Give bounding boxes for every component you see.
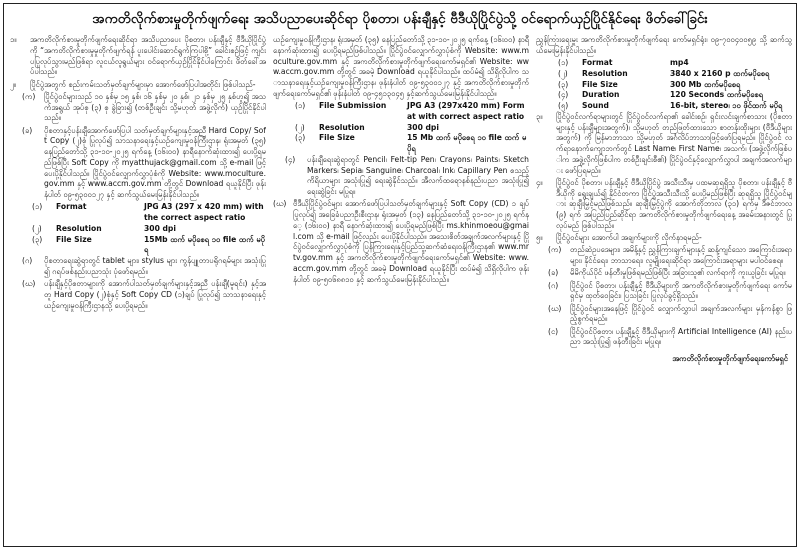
spec-row xyxy=(10,224,266,235)
paragraph xyxy=(536,178,792,232)
paragraph-number: ၃။ xyxy=(536,111,543,121)
sub-paragraph-number: (င) xyxy=(548,326,559,336)
spec-colon xyxy=(134,202,144,224)
spec-row xyxy=(273,133,529,155)
sub-paragraph-text: ပန်းချီရေးဆွဲရာတွင် Pencil၊ Felt-tip Pen၊ Crayons၊ Paints၊ Sketch Markers၊ Sepia၊ Sanguine၊ Charcoal၊ Ink၊ Capillary Pen စသည့် ကိရိယာများ အသုံးပြု၍ ရေးဆွဲနိုင်သည်။ အီလက်ထရောနစ်နည်းပညာ အသုံးပြု၍ ရေးဆွဲခြင်း မပြုရ။ xyxy=(307,154,529,196)
spec-row xyxy=(536,90,792,101)
spec-row xyxy=(10,235,266,257)
sub-paragraph-number: (က) xyxy=(548,245,562,255)
spec-colon xyxy=(134,224,144,235)
sub-paragraph-text: ပန်းချီနှင့်ပိုစတာများကို အောက်ပါသတ်မှတ်ချက်များနှင့်အညီ ပန်းချီ(မူရင်း) နှင့်အတူ Hard Copy (၂)စုံနှင့် Soft Copy CD (၁)ချပ် ပြုလုပ်၍ သာသနာရေးနှင့်ယဉ်ကျေးမှုဝန်ကြီးဌာနသို့ ပေးပို့ရမည်။ xyxy=(44,279,266,310)
paragraph-text: ညွှန်ကြားရေးမှူး အကတိလိုက်စားမှုတိုက်ဖျက်ရေး ကော်မရှင်ရုံး၊ ၀၉-၇၀၀၄၀၀၅၉ သို့ ဆက်သွယ်မေးမြန်းနိုင်ပါသည်။ xyxy=(536,35,792,55)
sub-paragraph-text: မိမိကိုယ်ပိုင် ဖန်တီးမှုဖြစ်ရမည်ဖြစ်ပြီး အခြားသူ၏ လက်ရာကို ကူးယူခြင်း မပြုရ။ xyxy=(570,268,786,278)
spec-number: (၁) xyxy=(558,58,569,67)
paragraph-text: ပြိုင်ပွဲအတွက် စည်းကမ်းသတ်မှတ်ချက်များမှာ အောက်ဖော်ပြပါအတိုင်း ဖြစ်ပါသည်- xyxy=(30,79,256,89)
spec-number: (၁) xyxy=(295,101,306,110)
sub-paragraph xyxy=(536,327,792,349)
spec-label: Format xyxy=(582,58,613,67)
paragraph-number: ၂။ xyxy=(10,79,17,89)
paragraph-continued xyxy=(536,35,792,57)
sub-paragraph-text: ပြိုင်ပွဲဝင်ပိုစတာ၊ ပန်းချီနှင့် ဗီဒီယိုများကို Artificial Intelligence (AI) နည်းပညာ အသုံးပြု၍ ဖန်တီးခြင်း မပြုရ။ xyxy=(570,326,792,347)
paragraph-text: ပြိုင်ပွဲဝင်များ အောက်ပါ အချက်များကို လိုက်နာရမည်- xyxy=(556,233,702,242)
sub-paragraph-text: ပြိုင်ပွဲဝင်များအနေဖြင့် ပြိုင်ပွဲဝင် လျှောက်လွှာပါ အချက်အလက်များ မှန်ကန်စွာ ဖြည့်စွက်ရမည်။ xyxy=(570,303,792,324)
spec-number: (၂) xyxy=(32,223,42,233)
paragraph-number: ၅။ xyxy=(536,233,543,242)
sub-paragraph-number: (ခ) xyxy=(548,268,559,278)
spec-row xyxy=(273,101,529,123)
sub-paragraph xyxy=(273,155,529,198)
sub-paragraph-text: ပြိုင်ပွဲဝင်များသည် ၁၀ နှစ်မှ ၁၅ နှစ်၊ ၁၆ နှစ်မှ ၂၀ နှစ်၊ ၂၁ နှစ်မှ ၂၅ နှစ်ဟူ၍ အသက်အရွယ် အုပ်စု (၃) စု ခွဲခြား၍ (တစ်ဦးချင်း သို့မဟုတ် အဖွဲ့လိုက်) ယှဉ်ပြိုင်နိုင်ပါသည်။ xyxy=(44,91,266,123)
paragraph-number: ၁။ xyxy=(10,35,17,44)
spec-colon xyxy=(660,80,670,91)
spec-colon xyxy=(397,101,407,123)
spec-number: (၃) xyxy=(558,79,569,89)
sub-paragraph-text: ပြိုင်ပွဲဝင် ပိုစတာ၊ ပန်းချီနှင့် ဗီဒီယိုများကို အကတိလိုက်စားမှုတိုက်ဖျက်ရေး ကော်မရှင်မှ ထုတ်ဝေခြင်း၊ ပြသခြင်း ပြုလုပ်ခွင့်ရှိသည်။ xyxy=(570,280,792,301)
column-1 xyxy=(10,35,266,545)
spec-value: 300 dpi xyxy=(144,223,176,233)
spec-number: (၅) xyxy=(558,101,569,110)
sub-paragraph-text: ပိုစတာနှင့်ပန်းချီအောက်ဖော်ပြပါ သတ်မှတ်ချက်များနှင့်အညီ Hard Copy/ Soft Copy (၂)စုံ ပြုလုပ်၍ သာသနာရေးနှင့်ယဉ်ကျေးမှုဝန်ကြီးဌာန၊ ရုံးအမှတ် (၃၅) နေပြည်တော်သို့ ၃၁-၁၀-၂၀၂၅ ရက်နေ့ (၁၆း၀၀) နာရီနောက်ဆုံးထား၍ ပေးပို့ရမည်ဖြစ်ပြီး Soft Copy ကို myatthujack@gmail.com သို့ e-mail ဖြင့်ပေးပို့နိုင်ပါသည်။ ပြိုင်ပွဲဝင်လျှောက်လွှာပုံစံကို Website: www.moculture.gov.mm နှင့် www.accm.gov.mm တို့တွင် Download ရယူနိုင်ပြီး ဖုန်းနံပါတ် ၀၉-၅၃၀၀၁၂၇ နှင့် ဆက်သွယ်မေးမြန်းနိုင်ပါသည်။ xyxy=(44,125,266,199)
sub-paragraph-number: (က) xyxy=(22,91,36,101)
spec-value: 120 Seconds ထက်မပိုစေရ xyxy=(670,90,764,100)
spec-colon xyxy=(660,58,670,69)
announcement-title: အကတိလိုက်စားမှုတိုက်ဖျက်ရေး အသိပညာပေးဆိုင်ရာ ပိုစတာ၊ ပန်းချီနှင့် ဗီဒီယိုပြိုင်ပွဲသို့ ဝင်ရောက်ယှဉ်ပြိုင်နိုင်ရေး ဖိတ်ခေါ်ခြင်း xyxy=(92,11,708,27)
spec-value: 15Mb ထက် မပိုစေရ ၁၀ file ထက် မပိုရ xyxy=(144,234,265,255)
spec-value: 300 dpi xyxy=(407,122,439,132)
paragraph xyxy=(10,80,266,91)
spec-row xyxy=(536,80,792,91)
spec-row xyxy=(273,123,529,134)
spec-row xyxy=(536,58,792,69)
spec-label: Sound xyxy=(582,101,609,110)
sub-paragraph-number: (ဃ) xyxy=(548,303,562,313)
spec-value: 15 Mb ထက် မပိုစေရ ၁၀ file ထက် မပိုရ xyxy=(407,133,527,153)
spec-value: JPG A3 (297 x 420 mm) with the correct aspect ratio xyxy=(144,202,264,222)
paragraph-text: ပြိုင်ပွဲဝင်လက်ရာများတွင် ပြိုင်ပွဲဝင်လက်ရာ၏ ခေါင်းစဉ်၊ ရှင်းလင်းချက်စာသား (ပိုစတာများနှင့် ပန်းချီများအတွက်)၊ သို့မဟုတ် တည်ဖြတ်ထားသော စာတန်းထိုးများ (ဗီဒီယိုများအတွက်) ကို မြန်မာဘာသာ သို့မဟုတ် အင်္ဂလိပ်ဘာသာဖြင့်ဖော်ပြရမည်။ ပြိုင်ပွဲဝင် လက်ရာနောက်ကျောဘက်တွင် Last Name၊ First Name၊ အသက်၊ (အဖွဲ့လိုက်ဖြစ်ပါက အဖွဲ့လိုက်ဖြစ်ပါက တစ်ဦးချင်းစီ၏) ပြိုင်ပွဲဝင်နှင့်လျှောက်လွှာပါ အချက်အလက်များ ဖော်ပြရမည်။ xyxy=(556,111,792,175)
paragraph-continued xyxy=(273,35,529,100)
sub-paragraph xyxy=(10,279,266,311)
spec-label: Duration xyxy=(582,90,620,100)
spec-value: 300 Mb ထက်မပိုစေရ xyxy=(670,79,741,89)
sub-paragraph xyxy=(10,126,266,201)
spec-number: (၂) xyxy=(558,68,568,78)
column-3 xyxy=(536,35,792,545)
spec-value: 3840 x 2160 p ထက်မပိုစေရ xyxy=(670,68,770,78)
sub-paragraph xyxy=(536,281,792,303)
spec-number: (၁) xyxy=(32,202,43,212)
spec-value: 16-bit, stereo၊ ၁၀ ဖိုင်ထက် မပိုရ xyxy=(670,101,783,110)
paragraph-text: ပြိုင်ပွဲဝင် ပိုစတာ၊ ပန်းချီနှင့် ဗီဒီယိုပြိုင်ပွဲ အသီးသီးမှ ပထမဆုရရှိသူ ပိုစတာ၊ ပန်းချီနှင့် ဗီဒီယိုကို ရွေးချယ်၍ နိုင်ငံတကာ ပြိုင်ပွဲအသီးသီးသို့ ပေးပို့မည်ဖြစ်ပြီး ဆုရရှိသူ ပြိုင်ပွဲဝင်များ ဆုချီးမြှင့်မည်ဖြစ်သည်။ ဆုချီးမြှင့်ပွဲကို အောက်တိုဘာလ (၃၁) ရက်မှ ဒီဇင်ဘာလ (၉) ရက် အပြည်ပြည်ဆိုင်ရာ အကတိလိုက်စားမှုတိုက်ဖျက်ရေးနေ့ အခမ်းအနားတွင် ပြုလုပ်မည် ဖြစ်ပါသည်။ xyxy=(556,177,792,230)
spec-label: Resolution xyxy=(319,122,365,132)
sub-paragraph-number: (ခ) xyxy=(22,125,33,135)
sub-paragraph-number: (ဃ) xyxy=(22,279,36,288)
spec-label: File Size xyxy=(56,234,92,244)
spec-row xyxy=(10,202,266,224)
announcement-page xyxy=(3,3,797,547)
spec-number: (၃) xyxy=(32,234,43,244)
paragraph-text: ဗီဒီယိုပြိုင်ပွဲဝင်များ အောက်ဖော်ပြပါသတ်မှတ်ချက်များနှင့် Soft Copy (CD) ၁ ချပ် ပြုလုပ်၍ အခြေခံပညာဦးစီးဌာန၊ ရုံးအမှတ် (၁၃) နေပြည်တော်သို့ ၃၁-၁၀-၂၀၂၅ ရက်နေ့ (၁၆း၀၀) နာရီ နောက်ဆုံးထား၍ ပေးပို့ရမည်ဖြစ်ပြီး ms.khinmoeou@gmail.com သို့ e-mail ဖြင့်လည်း ပေးပို့နိုင်ပါသည်။ အသေးစိတ်အချက်အလက်များနှင့် ပြိုင်ပွဲဝင်လျှောက်လွှာပုံစံကို ပြန်ကြားရေးနှင့်ပြည်သူ့ဆက်ဆံရေးဝန်ကြီးဌာန၏ www.mrtv.gov.mm နှင့် အကတိလိုက်စားမှုတိုက်ဖျက်ရေးကော်မရှင်၏ Website: www.accm.gov.mm တို့တွင် အခမဲ့ Download ရယူနိုင်ပြီး ထပ်မံ၍ သိရှိလိုပါက ဖုန်းနံပါတ် ၀၉-၅၀၆၈၈၁၀ နှင့် ဆက်သွယ်မေးမြန်းနိုင်ပါသည်။ xyxy=(293,199,529,284)
sub-paragraph xyxy=(536,268,792,279)
paragraph xyxy=(536,112,792,177)
sub-paragraph-text: ပိုစတာရေးဆွဲရာတွင် tablet များ၊ stylus များ ကွန်ပျူတာပရိုဂရမ်များ အသုံးပြု၍ ဂရပ်ဖစ်နည်းပညာသုံး ပုံဖော်ရမည်။ xyxy=(44,256,266,276)
spec-colon xyxy=(660,69,670,80)
paragraph-text: အကတိလိုက်စားမှုတိုက်ဖျက်ရေးဆိုင်ရာ အသိပညာပေး ပိုစတာ၊ ပန်းချီနှင့် ဗီဒီယိုပြိုင်ပွဲကို “အကတိလိုက်စားမှုမှုတိုက်ဖျက်ရန် ပူးပေါင်းဆောင်ရွက်ကြပါစို့” ခေါင်းစဉ်ဖြင့် ကျင်းပပြုလုပ်သွားမည်ဖြစ်ရာ လူငယ်လူရွယ်များ ဝင်ရောက်ယှဉ်ပြိုင်နိုင်ပါကြောင်း ဖိတ်ခေါ်အပ်ပါသည်။ xyxy=(30,35,266,77)
spec-label: File Size xyxy=(582,79,618,89)
spec-number: (၂) xyxy=(295,122,305,132)
spec-label: Resolution xyxy=(582,68,628,78)
spec-colon xyxy=(660,101,670,112)
spec-colon xyxy=(660,90,670,101)
sub-paragraph-number: (ဂ) xyxy=(548,280,559,290)
spec-label: Format xyxy=(56,202,87,212)
spec-number: (၄) xyxy=(558,90,569,100)
spec-label: Resolution xyxy=(56,223,102,233)
column-2 xyxy=(273,35,529,545)
spec-value: JPG A3 (297x420 mm) Format with correct aspect ratio xyxy=(407,101,525,121)
sub-paragraph xyxy=(10,256,266,278)
paragraph xyxy=(273,199,529,285)
spec-value: mp4 xyxy=(670,58,689,67)
spec-number: (၃) xyxy=(295,133,306,143)
sub-paragraph-number: (ဂ) xyxy=(22,256,33,265)
sub-paragraph xyxy=(536,245,792,267)
signature: အကတိလိုက်စားမှုတိုက်ဖျက်ရေးကော်မရှင် xyxy=(672,354,788,363)
paragraph xyxy=(10,35,266,78)
spec-row xyxy=(536,101,792,112)
sub-paragraph-text: တည်ဆဲဥပဒေများ၊ အမိန့်နှင့် ညွှန်ကြားချက်များနှင့် ဆန့်ကျင်သော အကြောင်းအရာများ၊ နိုင်ငံရေး၊ ဘာသာရေး၊ လူမျိုးရေးဆိုင်ရာ အကြောင်းအရာများ မပါဝင်စေရ။ xyxy=(570,245,792,265)
columns xyxy=(10,35,792,545)
sub-paragraph-number: (၄) xyxy=(285,154,296,164)
paragraph xyxy=(536,233,792,244)
paragraph-number: (ဃ) xyxy=(273,199,287,209)
spec-colon xyxy=(397,123,407,134)
spec-colon xyxy=(397,133,407,155)
spec-label: File Size xyxy=(319,133,355,143)
paragraph-text: ယဉ်ကျေးမှုဝန်ကြီးဌာန၊ ရုံးအမှတ် (၃၅) နေပြည်တော်သို့ ၃၁-၁၀-၂၀၂၅ ရက်နေ့ (၁၆း၀၀) နာရီနောက်ဆုံးထား၍ ပေးပို့ရမည်ဖြစ်ပါသည်။ ပြိုင်ပွဲဝင်လျှောက်လွှာပုံစံကို Website: www.moculture.gov.mm နှင့် အကတိလိုက်စားမှုတိုက်ဖျက်ရေးကော်မရှင်၏ Website: www.accm.gov.mm တို့တွင် အခမဲ့ Download ရယူနိုင်ပါသည်။ ထပ်မံ၍ သိရှိလိုပါက သာသနာရေးနှင့်ယဉ်ကျေးမှုဝန်ကြီးဌာန၊ ဖုန်းနံပါတ် ၀၉-၅၃၀၀၁၂၇ နှင့် အကတိလိုက်စားမှုတိုက်ဖျက်ရေးကော်မရှင်၏ ဖုန်းနံပါတ် ၀၉-၄၅၁၃၀၄၅ နှင့်ဆက်သွယ်မေးမြန်းနိုင်ပါသည်။ xyxy=(273,35,529,98)
spec-label: File Submission xyxy=(319,101,387,110)
paragraph-number: ၄။ xyxy=(536,177,543,187)
sub-paragraph xyxy=(10,92,266,124)
spec-row xyxy=(536,69,792,80)
sub-paragraph xyxy=(536,304,792,326)
spec-colon xyxy=(134,235,144,257)
